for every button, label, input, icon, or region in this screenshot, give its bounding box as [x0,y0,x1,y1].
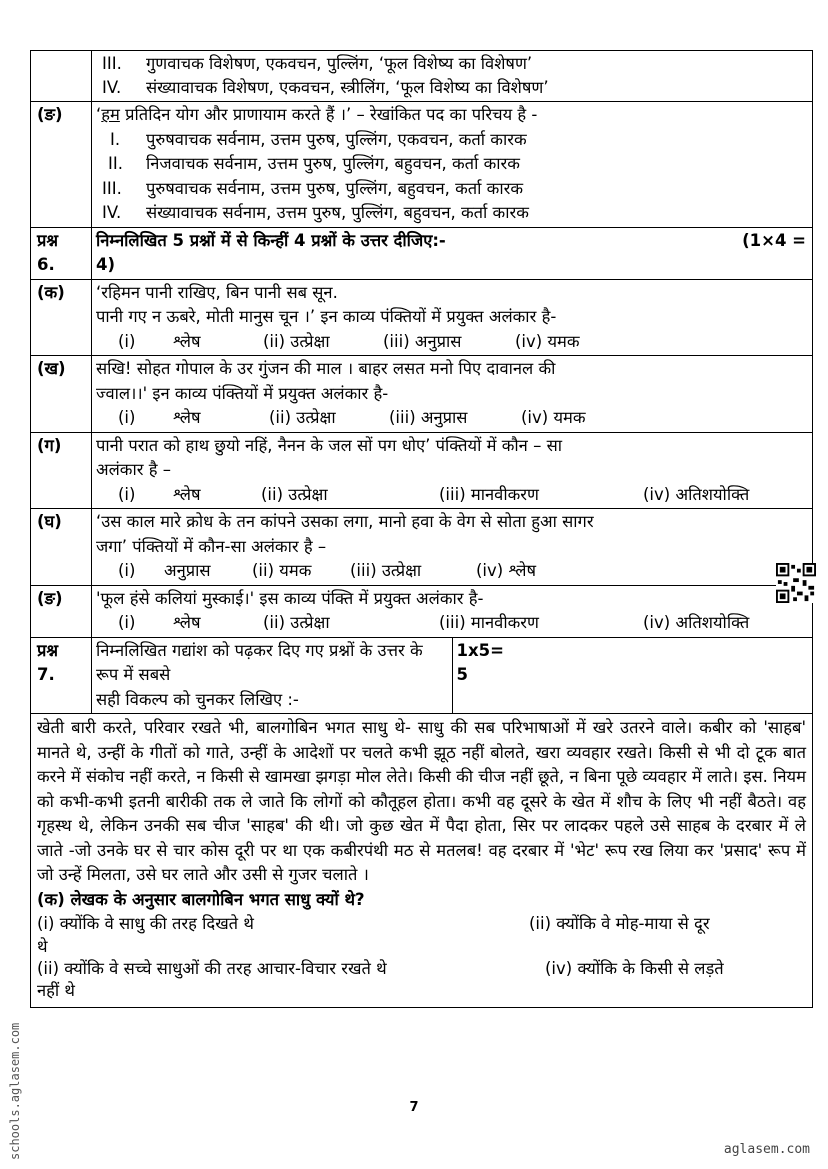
question-table [30,50,813,1008]
q5-e-option: II. निजवाचक सर्वनाम, उत्तम पुरुष, पुल्लिंग, बहुवचन, कर्ता कारक [108,154,520,173]
q6-part-kh: (ख) सखि! सोहत गोपाल के उर गुंजन की माल । बाहर लसत मनो पिए दावानल की ज्वाल।।' इन काव्य पंक्तियों में प्रयुक्त अलंकार है- (i) श्लेष (ii) उत्प्रेक्षा (iii) अनुप्रास (iv) यमक [31,356,813,433]
passage: खेती बारी करते, परिवार रखते भी, बालगोबिन भगत साधु थे- साधु की सब परिभाषाओं में खरे उतरने वाले। कबीर को 'साहब' मानते थे, उन्हीं के गीतों को गाते, उन्हीं के आदेशों पर चलते कभी झूठ नहीं बोलते, खरा व्यवहार रखते। किसी से भी दो टूक बात करने में संकोच नहीं करते, न किसी से खामखा झगड़ा मोल लेते। किसी की चीज नहीं छूते, न बिना पूछे व्यवहार में लाते। इस. नियम को कभी-कभी इतनी बारीकी तक ले जाते कि लोगों को कौतूहल होता। कभी वह दूसरे के खेत में शौच के लिए भी नहीं बैठते। वह गृहस्थ थे, लेकिन उनकी सब चीज 'साहब' की थी। जो कुछ खेत में पैदा होता, सिर पर लादकर पहले उसे साहब के दरबार में ले जाते -जो उनके घर से चार कोस दूरी पर था एक कबीरपंथी मठ से मतलब! वह दरबार में 'भेट' रूप रख लिया कर 'प्रसाद' रूप में जो उन्हें मिलता, उसे घर लाते और उसी से गुजर चलाते । [37,718,806,884]
q5-c-options-row [31,51,813,102]
q7-header-row: प्रश्न 7. निम्नलिखित गद्यांश को पढ़कर दिए गए प्रश्नों के उत्तर के रूप में सबसे सही विकल्प को चुनकर लिखिए :- 1x5= 5 [31,637,813,714]
q6-label: प्रश्न 6. [31,227,92,279]
q7-passage-row: खेती बारी करते, परिवार रखते भी, बालगोबिन भगत साधु थे- साधु की सब परिभाषाओं में खरे उतरने वाले। कबीर को 'साहब' मानते थे, उन्हीं के गीतों को गाते, उन्हीं के आदेशों पर चलते कभी झूठ नहीं बोलते, खरा व्यवहार रखते। किसी से भी दो टूक बात करने में संकोच नहीं करते, न किसी से खामखा झगड़ा मोल लेते। किसी की चीज नहीं छूते, न बिना पूछे व्यवहार में लाते। इस. नियम को कभी-कभी इतनी बारीकी तक ले जाते कि लोगों को कौतूहल होता। कभी वह दूसरे के खेत में शौच के लिए भी नहीं बैठते। वह गृहस्थ थे, लेकिन उनकी सब चीज 'साहब' की थी। जो कुछ खेत में पैदा होता, सिर पर लादकर पहले उसे साहब के दरबार में ले जाते -जो उनके घर से चार कोस दूरी पर था एक कबीरपंथी मठ से मतलब! वह दरबार में 'भेट' रूप रख लिया कर 'प्रसाद' रूप में जो उन्हें मिलता, उसे घर लाते और उसी से गुजर चलाते । (क) लेखक के अनुसार बालगोबिन भगत साधु क्यों थे? (i) क्योंकि वे साधु की तरह दिखते थे (ii) क्योंकि वे मोह-माया से दूर थे (ii) क्योंकि वे सच्चे साधुओं की तरह आचार-विचार रखते थे (iv) क्योंकि के किसी से लड़ते नहीं थे [31,714,813,1008]
q7-instruction: निम्नलिखित गद्यांश को पढ़कर दिए गए प्रश्नों के उत्तर के रूप में सबसे [96,640,423,684]
options: (i) श्लेष (ii) उत्प्रेक्षा (iii) अनुप्रास (iv) यमक [118,408,586,427]
q5-e-option: III. पुरुषवाचक सर्वनाम, उत्तम पुरुष, पुल्लिंग, बहुवचन, कर्ता कारक [102,178,524,198]
q7-marks: 1x5= 5 [452,637,813,714]
options: (i) अनुप्रास (ii) यमक (iii) उत्प्रेक्षा (iv) श्लेष [118,561,536,580]
q7-subquestion: (क) लेखक के अनुसार बालगोबिन भगत साधु क्यों थे? [37,889,365,909]
q5-c-option: III. गुणवाचक विशेषण, एकवचन, पुल्लिंग, ‘फूल विशेष्य का विशेषण’ [102,54,533,73]
page-number: 7 [409,1100,419,1115]
q5-c-option: IV. संख्यावाचक विशेषण, एकवचन, स्त्रीलिंग, ‘फूल विशेष्य का विशेषण’ [102,78,549,97]
q7-label: प्रश्न 7. [31,637,92,714]
side-watermark: schools.aglasem.com [8,1022,22,1160]
q6-marks: (1×4 = [742,230,806,250]
q7-options-row-2: (ii) क्योंकि वे सच्चे साधुओं की तरह आचार-विचार रखते थे (iv) क्योंकि के किसी से लड़ते [37,958,724,978]
q5-e-option: I. पुरुषवाचक सर्वनाम, उत्तम पुरुष, पुल्लिंग, एकवचन, कर्ता कारक [110,129,527,149]
q6-part-k: (क) ‘रहिमन पानी राखिए, बिन पानी सब सून. पानी गए न ऊबरे, मोती मानुस चून ।’ इन काव्य पंक्तियों में प्रयुक्त अलंकार है- (i) श्लेष (ii) उत्प्रेक्षा (iii) अनुप्रास (iv) यमक [31,279,813,356]
footer-watermark: aglasem.com [723,1142,810,1157]
q5-e-label: (ङ) [31,102,92,228]
options: (i) श्लेष (ii) उत्प्रेक्षा (iii) अनुप्रास (iv) यमक [118,331,580,351]
question-paper-page [30,50,813,1008]
q6-header-row [31,227,813,279]
q6-instruction: निम्नलिखित 5 प्रश्नों में से किन्हीं 4 प्रश्नों के उत्तर दीजिए:- [96,230,446,250]
q6-marks-cont: 4) [96,255,116,274]
q7-options-row-1: (i) क्योंकि वे साधु की तरह दिखते थे (ii) क्योंकि वे मोह-माया से दूर [37,914,710,933]
q5-e-option: IV. संख्यावाचक सर्वनाम, उत्तम पुरुष, पुल्लिंग, बहुवचन, कर्ता कारक [102,203,529,222]
qr-code-icon [776,563,816,603]
q6-part-ng: (ङ) 'फूल हंसे कलियां मुस्काई।' इस काव्य पंक्ति में प्रयुक्त अलंकार है- (i) श्लेष (ii) उत्प्रेक्षा (iii) मानवीकरण (iv) अतिशयोक्ति [31,585,813,637]
q5-e-question: ‘हम प्रतिदिन योग और प्राणायाम करते हैं ।’ – रेखांकित पद का परिचय है - [96,105,538,124]
q6-part-gh: (घ) ‘उस काल मारे क्रोध के तन कांपने उसका लगा, मानो हवा के वेग से सोता हुआ सागर जगा’ पंक्तियों में कौन-सा अलंकार है – (i) अनुप्रास (ii) यमक (iii) उत्प्रेक्षा (iv) श्लेष [31,509,813,586]
q6-part-g: (ग) पानी परात को हाथ छुयो नहिं, नैनन के जल सों पग धोए’ पंक्तियों में कौन – सा अलंकार है – (i) श्लेष (ii) उत्प्रेक्षा (iii) मानवीकरण (iv) अतिशयोक्ति [31,432,813,509]
q5-e-row [31,102,813,228]
options: (i) श्लेष (ii) उत्प्रेक्षा (iii) मानवीकरण (iv) अतिशयोक्ति [118,613,750,632]
options: (i) श्लेष (ii) उत्प्रेक्षा (iii) मानवीकरण (iv) अतिशयोक्ति [118,484,750,504]
